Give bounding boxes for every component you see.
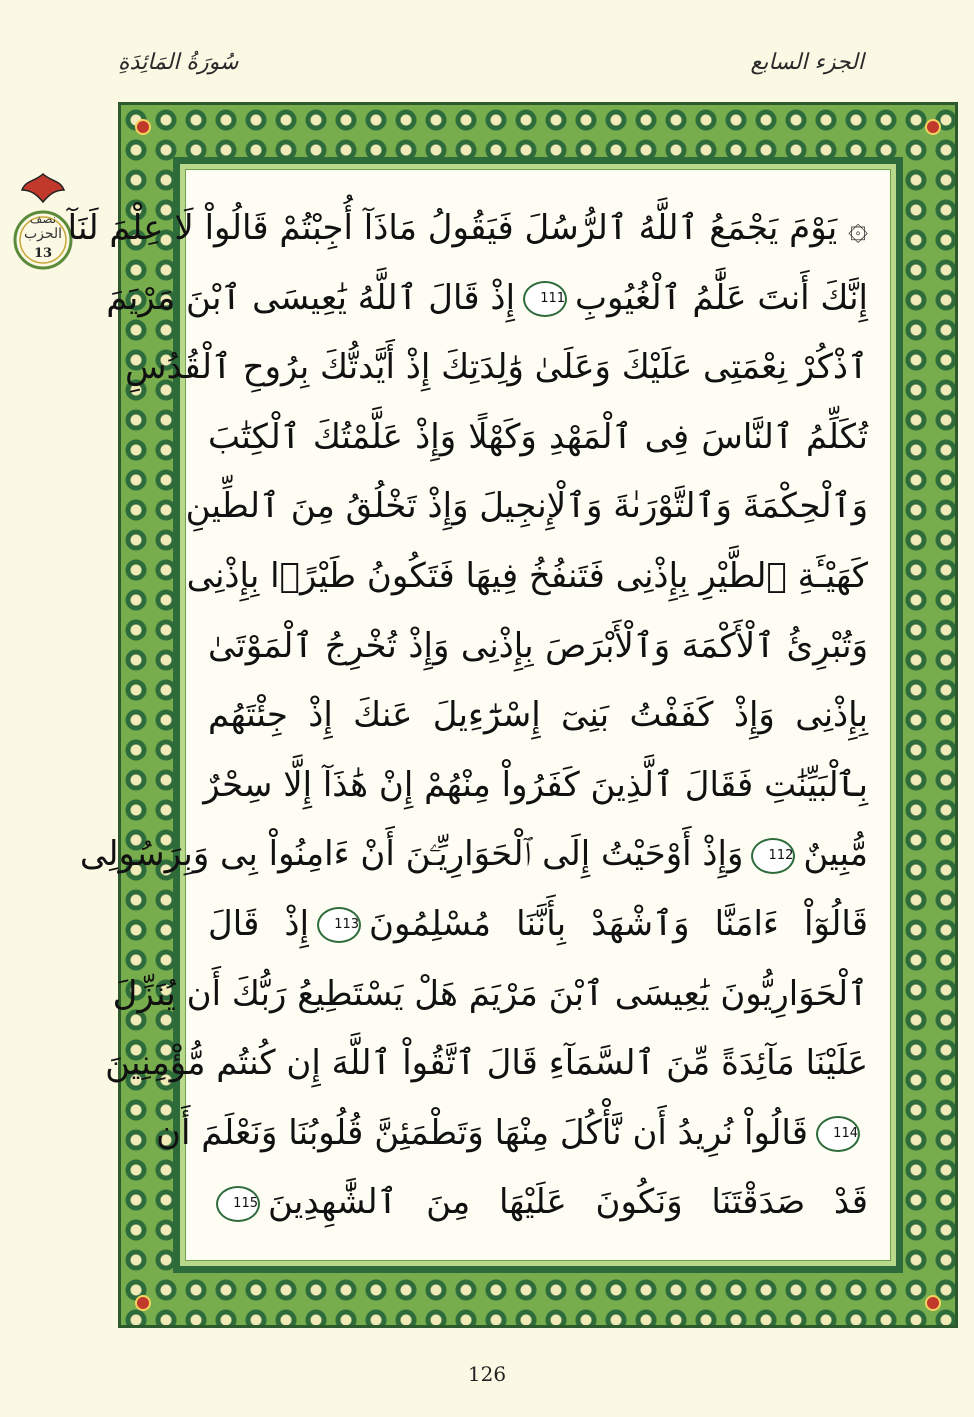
verse-text: تُكَلِّمُ ٱلنَّاسَ فِى ٱلْمَهْدِ وَكَهْلًا وَإِذْ عَلَّمْتُكَ ٱلْكِتَٰبَ <box>208 416 868 457</box>
verse-text: إِنَّكَ أَنتَ عَلَّٰمُ ٱلْغُيُوبِ <box>575 277 868 318</box>
verse-line <box>186 542 868 612</box>
verse-text: قَالُوٓاْ ءَامَنَّا وَٱشْهَدْ بِأَنَّنَا مُسْلِمُونَ <box>369 903 868 944</box>
verse-text: قَالُواْ نُرِيدُ أَن نَّأْكُلَ مِنْهَا وَتَطْمَئِنَّ قُلُوبُنَا وَنَعْلَمَ أَن <box>156 1112 808 1153</box>
verse-line <box>208 681 868 751</box>
page-header <box>0 42 974 92</box>
corner-ornament-icon <box>135 119 151 135</box>
verse-line <box>208 890 868 960</box>
verse-text: إِذْ قَالَ ٱللَّهُ يَٰعِيسَى ٱبْنَ مَرْيَمَ <box>106 277 516 318</box>
verse-text: وَإِذْ أَوْحَيْتُ إِلَى ٱلْحَوَارِيِّـۧنَ أَنْ ءَامِنُواْ بِى وَبِرَسُولِى <box>79 834 744 875</box>
corner-ornament-icon <box>135 1295 151 1311</box>
verse-text: ٱلْحَوَارِيُّونَ يَٰعِيسَى ٱبْنَ مَرْيَمَ هَلْ يَسْتَطِيعُ رَبُّكَ أَن يُنَزِّلَ <box>112 973 868 1014</box>
inner-border <box>67 157 903 1273</box>
ayah-number-marker: 112 <box>751 838 795 874</box>
hizb-marker <box>12 170 74 280</box>
ayah-number-marker: 114 <box>816 1116 860 1152</box>
verse-line <box>112 960 868 1030</box>
hizb-number: 13 <box>33 246 53 261</box>
page-number: 126 <box>467 1362 507 1386</box>
verse-line <box>208 403 868 473</box>
verse-text: ٱذْكُرْ نِعْمَتِى عَلَيْكَ وَعَلَىٰ وَٰلِدَتِكَ إِذْ أَيَّدتُّكَ بِرُوحِ ٱلْقُدُسِ <box>125 347 868 388</box>
verse-line <box>79 820 868 890</box>
hizb-label: الحزب <box>23 226 63 242</box>
corner-ornament-icon <box>925 1295 941 1311</box>
verse-text: مُّبِينٌ <box>803 834 868 875</box>
text-area <box>67 169 891 1261</box>
verse-text: وَٱلْحِكْمَةَ وَٱلتَّوْرَىٰةَ وَٱلْإِنجِيلَ وَإِذْ تَخْلُقُ مِنَ ٱلطِّينِ <box>185 486 868 527</box>
verse-text: وَتُبْرِئُ ٱلْأَكْمَهَ وَٱلْأَبْرَصَ بِإِذْنِى وَإِذْ تُخْرِجُ ٱلْمَوْتَىٰ <box>208 625 868 666</box>
verse-lines <box>67 194 868 1240</box>
verse-line <box>185 472 868 542</box>
verse-text: بِٱلْبَيِّنَٰتِ فَقَالَ ٱلَّذِينَ كَفَرُواْ مِنْهُمْ إِنْ هَٰذَآ إِلَّا سِحْرٌ <box>203 764 868 805</box>
ayah-number-marker: 115 <box>216 1186 260 1222</box>
juz-name: الجزء السابع <box>750 50 864 75</box>
verse-text: قَدْ صَدَقْتَنَا وَنَكُونَ عَلَيْهَا مِنَ ٱلشَّٰهِدِينَ <box>268 1182 868 1223</box>
decorative-frame <box>67 102 958 1328</box>
surah-name: سُورَةُ المَائِدَةِ <box>118 50 239 75</box>
verse-line <box>203 751 868 821</box>
inner-border-light <box>67 164 896 1266</box>
verse-line <box>156 1099 868 1169</box>
verse-text: كَهَيْـَٔةِ ٱلطَّيْرِ بِإِذْنِى فَتَنفُخُ فِيهَا فَتَكُونُ طَيْرًۢا بِإِذْنِى <box>186 555 868 596</box>
verse-text: ۞ يَوْمَ يَجْمَعُ ٱللَّهُ ٱلرُّسُلَ فَيَقُولُ مَاذَآ أُجِبْتُمْ قَالُواْ لَا عِلْمَ لَنَآ <box>67 208 868 248</box>
verse-line <box>125 333 868 403</box>
verse-line <box>208 1168 868 1238</box>
corner-ornament-icon <box>925 119 941 135</box>
ayah-number-marker: 111 <box>523 281 567 317</box>
verse-text: إِذْ قَالَ <box>208 903 310 944</box>
verse-text: بِإِذْنِى وَإِذْ كَفَفْتُ بَنِىٓ إِسْرَٰٓءِيلَ عَنكَ إِذْ جِئْتَهُم <box>208 695 868 736</box>
hizb-label-half: نصف <box>29 212 57 226</box>
verse-line <box>105 1029 868 1099</box>
verse-line <box>67 194 868 264</box>
verse-text: عَلَيْنَا مَآئِدَةً مِّنَ ٱلسَّمَآءِ قَالَ ٱتَّقُواْ ٱللَّهَ إِن كُنتُم مُّؤْمِنِينَ <box>105 1043 868 1084</box>
verse-line <box>208 612 868 682</box>
ayah-number-marker: 113 <box>317 907 361 943</box>
verse-line <box>106 264 868 334</box>
